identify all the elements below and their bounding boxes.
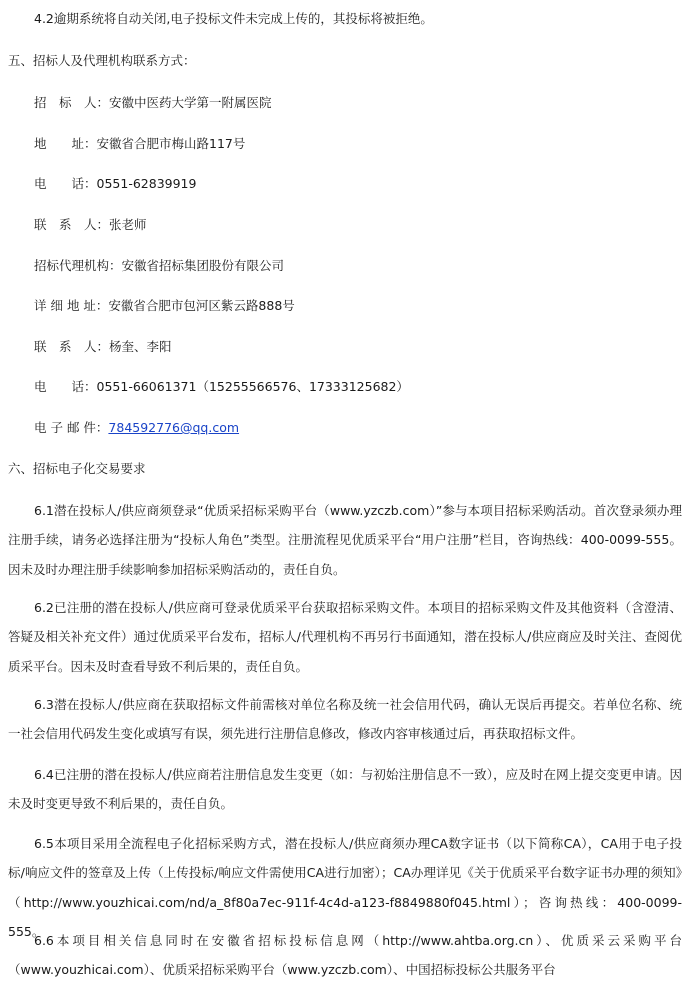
contact-address <box>34 135 245 153</box>
contact-value: 安徽省合肥市包河区紫云路888号 <box>108 298 295 313</box>
contact-label: 招标代理机构： <box>34 258 122 273</box>
contact-label: 地 址： <box>34 136 97 151</box>
contact-label: 电 话： <box>34 379 97 394</box>
contact-phone <box>34 175 196 193</box>
email-link[interactable]: 784592776@qq.com <box>108 420 240 435</box>
contact-value: 安徽省招标集团股份有限公司 <box>121 258 285 273</box>
clause-4-2: 4.2逾期系统将自动关闭,电子投标文件未完成上传的，其投标将被拒绝。 <box>34 11 433 26</box>
contact-label: 电 话： <box>34 176 97 191</box>
section-6-heading: 六、招标电子化交易要求 <box>8 461 146 476</box>
contact-email <box>34 419 239 437</box>
contact-agency-phone <box>34 378 409 396</box>
contact-value: 安徽省合肥市梅山路117号 <box>96 136 246 151</box>
contact-tenderer <box>34 94 272 112</box>
section-5-heading: 五、招标人及代理机构联系方式： <box>8 53 196 68</box>
contact-label: 联 系 人： <box>34 217 110 232</box>
clause-6-2: 6.2已注册的潜在投标人/供应商可登录优质采平台获取招标采购文件。本项目的招标采购文件及其他资料（含澄清、答疑及相关补充文件）通过优质采平台发布，招标人/代理机构不再另行书面通知，潜在投标人/供应商应及时关注、查阅优质采平台。因未及时查看导致不利后果的，责任自负。 <box>8 600 682 674</box>
contact-value: 0551-62839919 <box>96 176 197 191</box>
clause-6-1: 6.1潜在投标人/供应商须登录“优质采招标采购平台（www.yzczb.com）”参与本项目招标采购活动。首次登录须办理注册手续，请务必选择注册为“投标人角色”类型。注册流程见优质采平台“用户注册”栏目，咨询热线：400-0099-555。因未及时办理注册手续影响参加招标采购活动的，责任自负。 <box>8 503 682 577</box>
clause-6-6: 6.6本项目相关信息同时在安徽省招标投标信息网（http://www.ahtba.org.cn）、优质采云采购平台（www.youzhicai.com）、优质采招标采购平台（www.yzczb.com）、中国招标投标公共服务平台 <box>8 933 682 978</box>
contact-label: 电 子 邮 件： <box>34 420 109 435</box>
clause-6-4: 6.4已注册的潜在投标人/供应商若注册信息发生变更（如：与初始注册信息不一致），应及时在网上提交变更申请。因未及时变更导致不利后果的，责任自负。 <box>8 767 682 812</box>
contact-value: 安徽中医药大学第一附属医院 <box>109 95 272 110</box>
contact-value: 张老师 <box>109 217 147 232</box>
clause-6-3: 6.3潜在投标人/供应商在获取招标文件前需核对单位名称及统一社会信用代码，确认无误后再提交。若单位名称、统一社会信用代码发生变化或填写有误，须先进行注册信息修改，修改内容审核通过后，再获取招标文件。 <box>8 697 682 742</box>
contact-label: 联 系 人： <box>34 339 110 354</box>
contact-agency-address <box>34 297 295 315</box>
clause-6-5: 6.5本项目采用全流程电子化招标采购方式，潜在投标人/供应商须办理CA数字证书（以下简称CA），CA用于电子投标/响应文件的签章及上传（上传投标/响应文件需使用CA进行加密）；CA办理详见《关于优质采平台数字证书办理的须知》（http://www.youzhicai.com/nd/a_8f80a7ec-911f-4c4d-a123-f8849880f045.html）；咨询热线：400-0099-555。 <box>8 836 682 939</box>
contact-person <box>34 216 147 234</box>
contact-value: 杨奎、李阳 <box>109 339 172 354</box>
contact-value: 0551-66061371（15255566576、17333125682） <box>96 379 409 394</box>
contact-label: 招 标 人： <box>34 95 110 110</box>
contact-agency-person <box>34 338 172 356</box>
contact-agency <box>34 257 284 275</box>
contact-label: 详 细 地 址： <box>34 298 109 313</box>
